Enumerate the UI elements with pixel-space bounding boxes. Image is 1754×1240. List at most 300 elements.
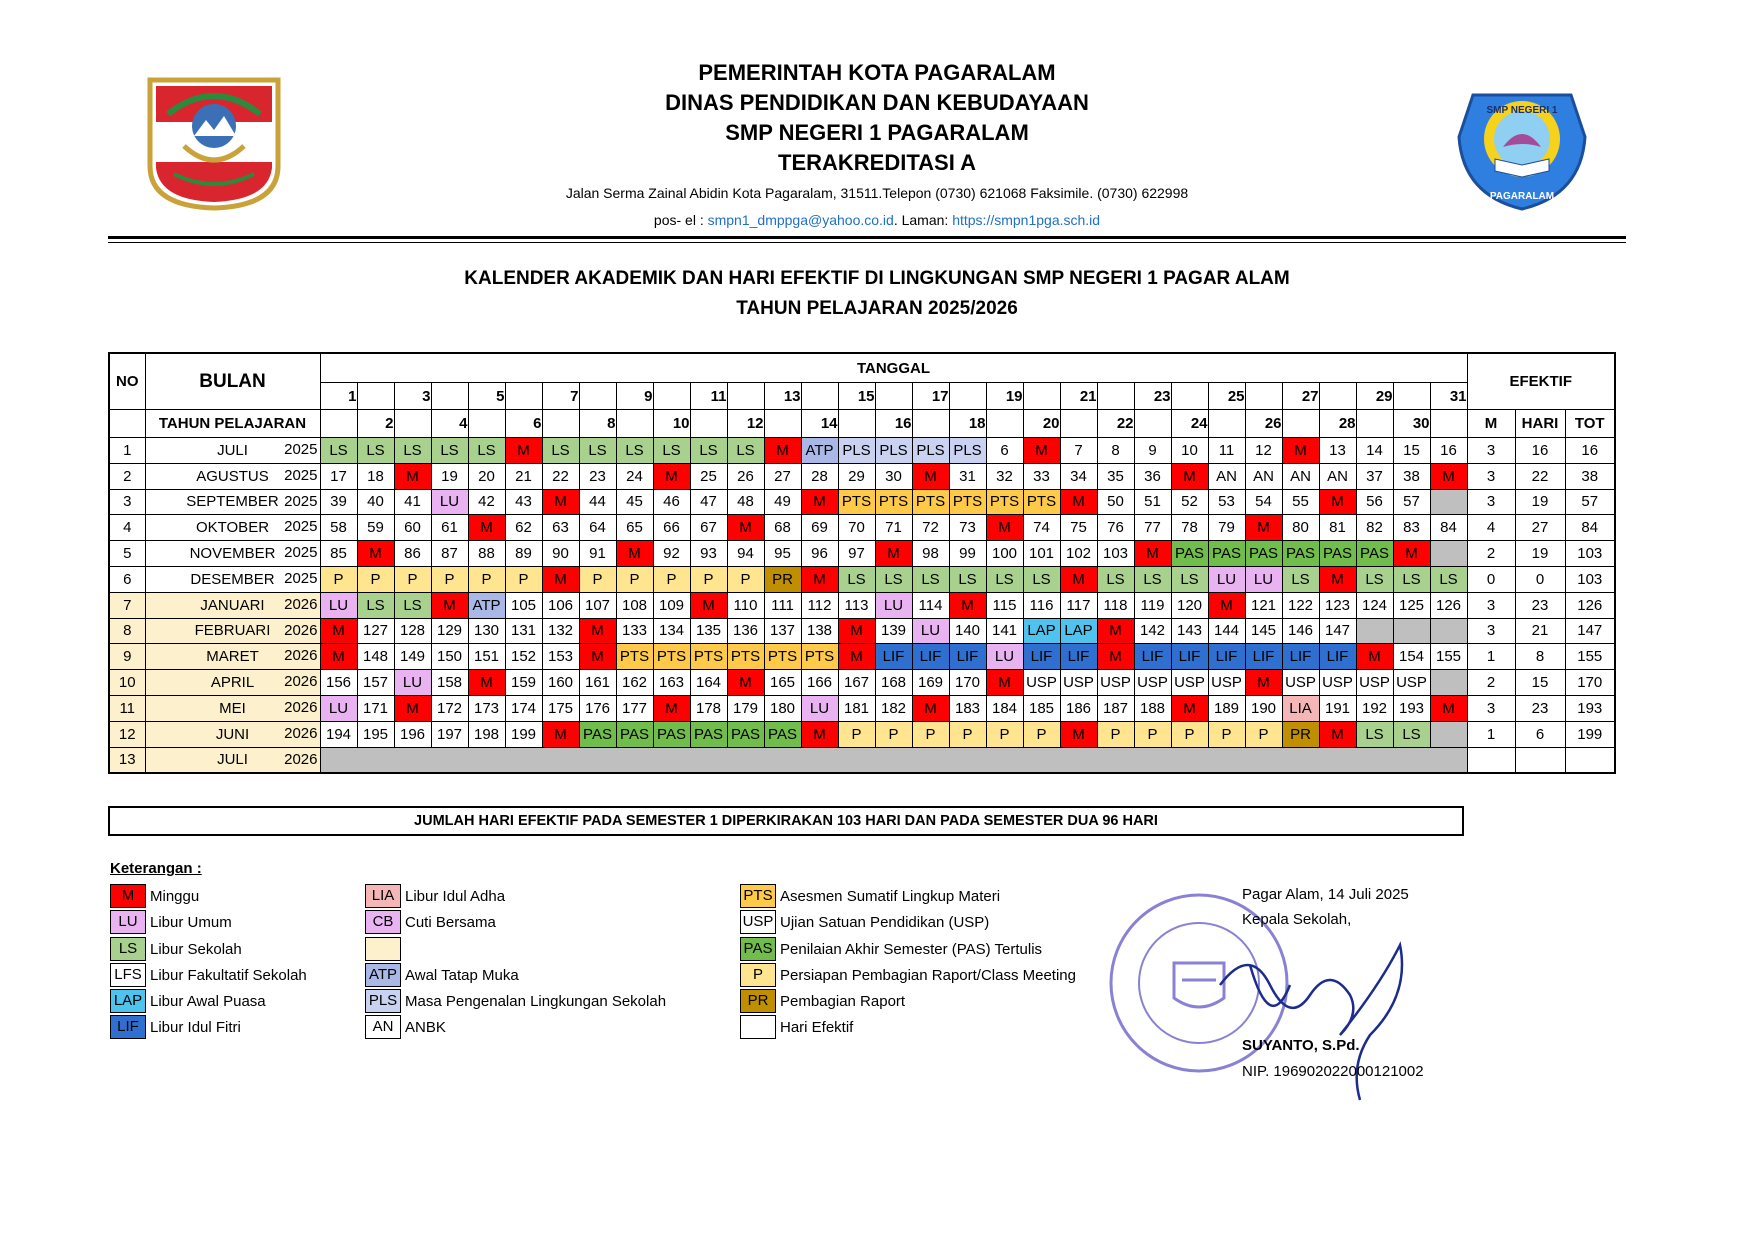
day-cell: 48: [727, 489, 764, 515]
legend-item: [365, 910, 496, 934]
month-year: 2026: [284, 621, 318, 639]
day-cell: LS: [986, 566, 1023, 592]
day-cell: 65: [616, 515, 653, 541]
day-cell: 140: [949, 618, 986, 644]
day-cell: 144: [1208, 618, 1245, 644]
day-cell: 117: [1060, 592, 1097, 618]
day-cell: USP: [1097, 670, 1134, 696]
legend-label: Persiapan Pembagian Raport/Class Meeting: [780, 966, 1076, 984]
day-cell: 50: [1097, 489, 1134, 515]
day-cell: P: [320, 566, 357, 592]
date-odd-15: 15: [838, 383, 875, 410]
day-cell: USP: [1134, 670, 1171, 696]
day-cell: M: [1060, 489, 1097, 515]
day-cell: P: [1134, 721, 1171, 747]
day-cell: 21: [505, 463, 542, 489]
day-cell: 182: [875, 695, 912, 721]
day-cell: 88: [468, 541, 505, 567]
row-bulan: [145, 695, 320, 721]
day-cell: PAS: [1171, 541, 1208, 567]
day-cell: 63: [542, 515, 579, 541]
day-cell: M: [1245, 670, 1282, 696]
month-year: 2025: [284, 544, 318, 562]
day-cell: 37: [1356, 463, 1393, 489]
day-cell: 153: [542, 644, 579, 670]
row-bulan: [145, 541, 320, 567]
day-cell: 114: [912, 592, 949, 618]
legend-label: Libur Umum: [150, 913, 232, 931]
day-cell: 14: [1356, 438, 1393, 464]
row-no: 1: [109, 438, 145, 464]
day-cell: 198: [468, 721, 505, 747]
day-cell: M: [727, 670, 764, 696]
day-cell: M: [653, 463, 690, 489]
efektif-hari: 22: [1515, 463, 1565, 489]
day-cell: LS: [431, 438, 468, 464]
day-cell: 145: [1245, 618, 1282, 644]
legend-item: [740, 884, 1000, 908]
day-cell: LU: [394, 670, 431, 696]
date-odd-28: [1319, 383, 1356, 410]
month-year: 2026: [284, 750, 318, 768]
date-even-28: 28: [1319, 410, 1356, 438]
day-cell: LIF: [1208, 644, 1245, 670]
row-no: 6: [109, 566, 145, 592]
day-cell: 165: [764, 670, 801, 696]
day-cell: 172: [431, 695, 468, 721]
day-cell: 168: [875, 670, 912, 696]
day-cell: 91: [579, 541, 616, 567]
day-cell: LS: [1282, 566, 1319, 592]
day-cell: LS: [357, 438, 394, 464]
day-cell: 93: [690, 541, 727, 567]
day-cell: 134: [653, 618, 690, 644]
website-link[interactable]: https://smpn1pga.sch.id: [952, 212, 1101, 228]
legend-label: Penilaian Akhir Semester (PAS) Tertulis: [780, 940, 1043, 958]
efektif-tot: 147: [1565, 618, 1615, 644]
day-cell: 195: [357, 721, 394, 747]
month-row: [109, 541, 1615, 567]
day-cell: 101: [1023, 541, 1060, 567]
day-cell: 84: [1430, 515, 1467, 541]
efektif-hari: 23: [1515, 695, 1565, 721]
efektif-tot: 199: [1565, 721, 1615, 747]
day-cell: 111: [764, 592, 801, 618]
day-cell: 135: [690, 618, 727, 644]
legend-swatch: LAP: [110, 989, 146, 1013]
day-cell: 177: [616, 695, 653, 721]
day-cell: AN: [1208, 463, 1245, 489]
date-even-11: [690, 410, 727, 438]
day-cell: 189: [1208, 695, 1245, 721]
day-cell: 94: [727, 541, 764, 567]
legend-swatch: PAS: [740, 937, 776, 961]
day-cell: 154: [1393, 644, 1430, 670]
header-contact: [0, 212, 1754, 228]
day-cell: 122: [1282, 592, 1319, 618]
legend-item: [110, 963, 307, 987]
row-bulan: [145, 721, 320, 747]
day-cell: [1393, 618, 1430, 644]
day-cell: M: [1319, 566, 1356, 592]
legend-swatch: LS: [110, 937, 146, 961]
day-cell: P: [1208, 721, 1245, 747]
header-tahun-pelajaran: TAHUN PELAJARAN: [145, 410, 320, 438]
month-name: JANUARI: [200, 596, 265, 614]
day-cell: USP: [1393, 670, 1430, 696]
month-year: 2025: [284, 569, 318, 587]
row-no: 2: [109, 463, 145, 489]
day-cell: 162: [616, 670, 653, 696]
day-cell: LS: [1023, 566, 1060, 592]
legend-label: Awal Tatap Muka: [405, 966, 519, 984]
day-cell: M: [579, 644, 616, 670]
day-cell: 42: [468, 489, 505, 515]
day-cell: 6: [986, 438, 1023, 464]
day-cell: LS: [1356, 721, 1393, 747]
legend-swatch: LIA: [365, 884, 401, 908]
row-bulan: [145, 618, 320, 644]
legend-swatch: USP: [740, 910, 776, 934]
day-cell: 40: [357, 489, 394, 515]
date-even-30: 30: [1393, 410, 1430, 438]
day-cell: 70: [838, 515, 875, 541]
day-cell: P: [912, 721, 949, 747]
day-cell: 9: [1134, 438, 1171, 464]
row-no: 12: [109, 721, 145, 747]
day-cell: PTS: [727, 644, 764, 670]
calendar-subtitle: TAHUN PELAJARAN 2025/2026: [736, 298, 1018, 319]
day-cell: PAS: [1282, 541, 1319, 567]
day-cell: [1356, 618, 1393, 644]
month-name: APRIL: [210, 674, 255, 692]
day-cell: 18: [357, 463, 394, 489]
day-cell: M: [764, 438, 801, 464]
legend-label: Libur Sekolah: [150, 940, 242, 958]
month-row: [109, 438, 1615, 464]
efektif-m: 3: [1467, 489, 1515, 515]
day-cell: PAS: [1356, 541, 1393, 567]
legend-item: [740, 1015, 853, 1039]
school-logo-bottom-text: PAGARALAM: [1489, 191, 1555, 202]
row-bulan: [145, 438, 320, 464]
day-cell: P: [1023, 721, 1060, 747]
efektif-hari: 16: [1515, 438, 1565, 464]
day-cell: 100: [986, 541, 1023, 567]
month-row: [109, 515, 1615, 541]
legend-swatch: LFS: [110, 963, 146, 987]
day-cell: LIF: [912, 644, 949, 670]
day-cell: 51: [1134, 489, 1171, 515]
day-cell: AN: [1245, 463, 1282, 489]
date-odd-19: 19: [986, 383, 1023, 410]
day-cell: M: [986, 670, 1023, 696]
day-cell: LS: [1171, 566, 1208, 592]
signature-place-date: Pagar Alam, 14 Juli 2025: [1242, 886, 1409, 903]
header-no: NO: [109, 353, 145, 410]
day-cell: 152: [505, 644, 542, 670]
legend-item: [365, 884, 505, 908]
header-m: M: [1467, 410, 1515, 438]
date-even-21: [1060, 410, 1097, 438]
month-year: 2026: [284, 724, 318, 742]
day-cell: 174: [505, 695, 542, 721]
efektif-m: 1: [1467, 721, 1515, 747]
day-cell: USP: [1171, 670, 1208, 696]
day-cell: M: [912, 695, 949, 721]
date-even-10: 10: [653, 410, 690, 438]
row-bulan: [145, 747, 320, 773]
day-cell: 147: [1319, 618, 1356, 644]
day-cell: M: [912, 463, 949, 489]
day-cell: AN: [1319, 463, 1356, 489]
day-cell: 129: [431, 618, 468, 644]
legend-item: [740, 937, 1042, 961]
legend-item: [365, 937, 405, 961]
day-cell: 199: [505, 721, 542, 747]
signature-name: SUYANTO, S.Pd.: [1242, 1037, 1360, 1054]
date-even-19: [986, 410, 1023, 438]
day-cell: PLS: [838, 438, 875, 464]
day-cell: LS: [727, 438, 764, 464]
day-cell: P: [690, 566, 727, 592]
day-cell: 115: [986, 592, 1023, 618]
day-cell: 139: [875, 618, 912, 644]
efektif-m: 0: [1467, 566, 1515, 592]
legend-label: Hari Efektif: [780, 1018, 854, 1036]
day-cell: M: [1430, 695, 1467, 721]
day-cell: LU: [1245, 566, 1282, 592]
day-cell: P: [431, 566, 468, 592]
day-cell: LS: [1097, 566, 1134, 592]
date-even-5: [468, 410, 505, 438]
day-cell: 161: [579, 670, 616, 696]
day-cell: LS: [1393, 721, 1430, 747]
day-cell: PTS: [653, 644, 690, 670]
month-row: [109, 489, 1615, 515]
header-no-blank: [109, 410, 145, 438]
row-bulan: [145, 515, 320, 541]
day-cell: P: [1245, 721, 1282, 747]
school-logo-top-text: SMP NEGERI 1: [1486, 105, 1558, 116]
legend-swatch: LIF: [110, 1015, 146, 1039]
efektif-m: [1467, 747, 1515, 773]
header-hari: HARI: [1515, 410, 1565, 438]
day-cell: [1430, 670, 1467, 696]
day-cell: 187: [1097, 695, 1134, 721]
day-cell: P: [949, 721, 986, 747]
day-cell: 31: [949, 463, 986, 489]
day-cell: USP: [1282, 670, 1319, 696]
day-cell: LIF: [1282, 644, 1319, 670]
efektif-tot: 155: [1565, 644, 1615, 670]
day-cell: PTS: [838, 489, 875, 515]
day-cell: 164: [690, 670, 727, 696]
day-cell: M: [1060, 721, 1097, 747]
day-cell: 79: [1208, 515, 1245, 541]
day-cell: 109: [653, 592, 690, 618]
efektif-hari: 15: [1515, 670, 1565, 696]
day-cell: 107: [579, 592, 616, 618]
day-cell: 186: [1060, 695, 1097, 721]
day-cell: 86: [394, 541, 431, 567]
day-cell: 96: [801, 541, 838, 567]
efektif-tot: 57: [1565, 489, 1615, 515]
day-cell: P: [357, 566, 394, 592]
day-cell: 53: [1208, 489, 1245, 515]
day-cell: 56: [1356, 489, 1393, 515]
date-odd-24: [1171, 383, 1208, 410]
day-cell: M: [542, 721, 579, 747]
day-cell: LIA: [1282, 695, 1319, 721]
month-row: [109, 463, 1615, 489]
day-cell: LAP: [1060, 618, 1097, 644]
day-cell: M: [801, 566, 838, 592]
day-cell: 157: [357, 670, 394, 696]
day-cell: 175: [542, 695, 579, 721]
month-year: 2025: [284, 441, 318, 458]
day-cell: 123: [1319, 592, 1356, 618]
date-even-18: 18: [949, 410, 986, 438]
day-cell: 159: [505, 670, 542, 696]
day-cell: 146: [1282, 618, 1319, 644]
efektif-hari: 27: [1515, 515, 1565, 541]
day-cell: M: [875, 541, 912, 567]
email-link[interactable]: smpn1_dmppga@yahoo.co.id: [707, 212, 894, 228]
day-cell: 125: [1393, 592, 1430, 618]
day-cell: 32: [986, 463, 1023, 489]
month-name: SEPTEMBER: [186, 493, 279, 511]
day-cell: 178: [690, 695, 727, 721]
day-cell: PTS: [875, 489, 912, 515]
day-cell: 158: [431, 670, 468, 696]
legend-item: [740, 989, 905, 1013]
month-year: 2026: [284, 698, 318, 716]
legend-swatch: PTS: [740, 884, 776, 908]
day-cell: 148: [357, 644, 394, 670]
day-cell: 138: [801, 618, 838, 644]
header-bulan: BULAN: [145, 353, 320, 410]
month-name: JUNI: [215, 725, 250, 743]
efektif-hari: [1515, 747, 1565, 773]
day-cell: 89: [505, 541, 542, 567]
day-cell: 136: [727, 618, 764, 644]
month-year: 2025: [284, 466, 318, 484]
day-cell: 87: [431, 541, 468, 567]
day-cell: M: [505, 438, 542, 464]
day-cell: AN: [1282, 463, 1319, 489]
efektif-m: 3: [1467, 463, 1515, 489]
row-no: 11: [109, 695, 145, 721]
day-cell: [1430, 541, 1467, 567]
efektif-tot: 38: [1565, 463, 1615, 489]
row-bulan: [145, 566, 320, 592]
day-cell: PAS: [690, 721, 727, 747]
day-cell: PTS: [801, 644, 838, 670]
day-cell: LS: [542, 438, 579, 464]
month-year: 2026: [284, 647, 318, 665]
date-odd-17: 17: [912, 383, 949, 410]
date-odd-22: [1097, 383, 1134, 410]
legend-label: Pembagian Raport: [780, 992, 906, 1010]
date-odd-8: [579, 383, 616, 410]
day-cell: 118: [1097, 592, 1134, 618]
date-odd-11: 11: [690, 383, 727, 410]
day-cell: 39: [320, 489, 357, 515]
date-odd-31: 31: [1430, 383, 1467, 410]
date-odd-23: 23: [1134, 383, 1171, 410]
legend-swatch: [740, 1015, 776, 1039]
row-bulan: [145, 670, 320, 696]
day-cell: 170: [949, 670, 986, 696]
legend-swatch: CB: [365, 910, 401, 934]
legend-swatch: PLS: [365, 989, 401, 1013]
day-cell: LU: [875, 592, 912, 618]
day-cell: 71: [875, 515, 912, 541]
day-cell: P: [1097, 721, 1134, 747]
row-bulan: [145, 644, 320, 670]
month-year: 2025: [284, 518, 318, 536]
day-cell: USP: [1356, 670, 1393, 696]
header-line-4: TERAKREDITASI A: [778, 150, 976, 175]
day-cell: LIF: [1319, 644, 1356, 670]
day-cell: 73: [949, 515, 986, 541]
date-odd-2: [357, 383, 394, 410]
legend-label: Asesmen Sumatif Lingkup Materi: [780, 887, 1001, 905]
day-cell: 194: [320, 721, 357, 747]
day-cell: P: [875, 721, 912, 747]
day-cell: LU: [986, 644, 1023, 670]
date-odd-12: [727, 383, 764, 410]
day-cell: M: [1171, 463, 1208, 489]
month-row: [109, 721, 1615, 747]
efektif-m: 4: [1467, 515, 1515, 541]
day-cell: P: [1171, 721, 1208, 747]
legend-swatch: P: [740, 963, 776, 987]
date-even-24: 24: [1171, 410, 1208, 438]
day-cell: USP: [1208, 670, 1245, 696]
legend-label: Libur Awal Puasa: [150, 992, 266, 1010]
day-cell: 185: [1023, 695, 1060, 721]
day-cell: LS: [394, 592, 431, 618]
day-cell: 82: [1356, 515, 1393, 541]
day-cell: M: [690, 592, 727, 618]
day-cell: 80: [1282, 515, 1319, 541]
day-cell: [1430, 721, 1467, 747]
day-cell: LS: [690, 438, 727, 464]
header-tanggal: TANGGAL: [320, 353, 1467, 383]
date-odd-1: 1: [320, 383, 357, 410]
day-cell: 143: [1171, 618, 1208, 644]
day-cell: LIF: [949, 644, 986, 670]
legend-label: Ujian Satuan Pendidikan (USP): [780, 913, 990, 931]
day-cell: P: [468, 566, 505, 592]
day-cell: [1430, 489, 1467, 515]
header-line-2: DINAS PENDIDIKAN DAN KEBUDAYAAN: [665, 90, 1089, 115]
day-cell: M: [320, 644, 357, 670]
legend-item: [365, 989, 666, 1013]
day-cell: 116: [1023, 592, 1060, 618]
day-cell: 15: [1393, 438, 1430, 464]
day-cell: 192: [1356, 695, 1393, 721]
date-even-15: [838, 410, 875, 438]
month-row: [109, 566, 1615, 592]
day-cell: 83: [1393, 515, 1430, 541]
date-even-3: [394, 410, 431, 438]
day-cell: 41: [394, 489, 431, 515]
row-no: 10: [109, 670, 145, 696]
day-cell: 7: [1060, 438, 1097, 464]
